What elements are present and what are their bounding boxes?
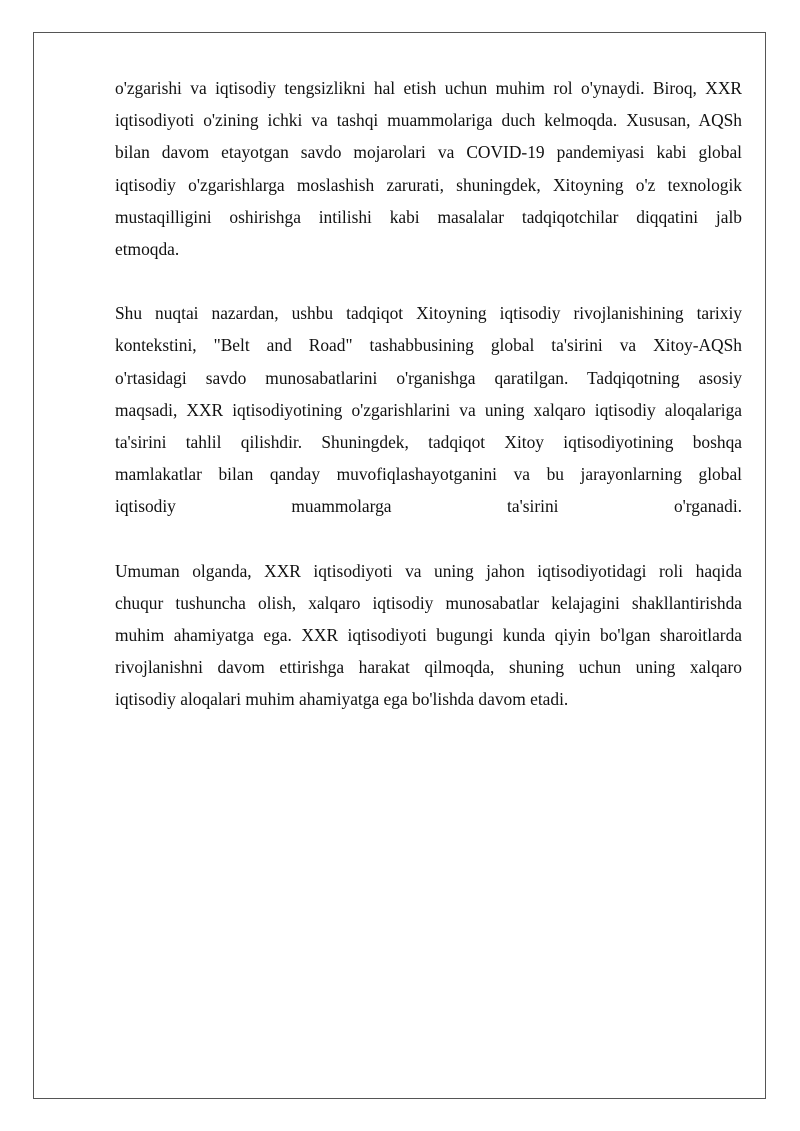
text-line: rivojlanishni davom ettirishga harakat qilmoqda, shuning uchun uning xalqaro [115, 657, 742, 678]
text-line: muhim ahamiyatga ega. XXR iqtisodiyoti bugungi kunda qiyin bo'lgan sharoitlarda [115, 625, 742, 646]
text-line: bilan davom etayotgan savdo mojarolari va COVID-19 pandemiyasi kabi global [115, 142, 742, 163]
text-line: o'zgarishi va iqtisodiy tengsizlikni hal etish uchun muhim rol o'ynaydi. Biroq, XXR [115, 78, 742, 98]
text-line: maqsadi, XXR iqtisodiyotining o'zgarishlarini va uning xalqaro iqtisodiy aloqalariga [115, 399, 742, 420]
text-line: Shu nuqtai nazardan, ushbu tadqiqot Xitoyning iqtisodiy rivojlanishining tarixiy [115, 303, 742, 324]
paragraph-1 [115, 72, 742, 265]
text-line: o'rtasidagi savdo munosabatlarini o'rganishga qaratilgan. Tadqiqotning asosiy [115, 367, 742, 388]
text-line: mamlakatlar bilan qanday muvofiqlashayotganini va bu jarayonlarning global [115, 464, 742, 485]
paragraph-2 [115, 297, 742, 522]
text-line: etmoqda. [115, 239, 180, 260]
text-line: mustaqilligini oshirishga intilishi kabi masalalar tadqiqotchilar diqqatini jalb [115, 206, 742, 227]
document-body [115, 72, 742, 748]
text-line: chuqur tushuncha olish, xalqaro iqtisodiy munosabatlar kelajagini shakllantirishda [115, 592, 742, 613]
text-line: iqtisodiy o'zgarishlarga moslashish zarurati, shuningdek, Xitoyning o'z texnologik [115, 174, 742, 195]
paragraph-3 [115, 555, 742, 716]
text-line: kontekstini, "Belt and Road" tashabbusining global ta'sirini va Xitoy-AQSh [115, 335, 742, 356]
text-line: iqtisodiy aloqalari muhim ahamiyatga ega bo'lishda davom etadi. [115, 689, 569, 710]
text-line: ta'sirini tahlil qilishdir. Shuningdek, tadqiqot Xitoy iqtisodiyotining boshqa [115, 432, 742, 453]
text-line: Umuman olganda, XXR iqtisodiyoti va uning jahon iqtisodiyotidagi roli haqida [115, 560, 742, 581]
text-line: iqtisodiyoti o'zining ichki va tashqi muammolariga duch kelmoqda. Xususan, AQSh [115, 110, 742, 131]
text-line: iqtisodiy muammolarga ta'sirini o'rganadi. [115, 496, 742, 517]
